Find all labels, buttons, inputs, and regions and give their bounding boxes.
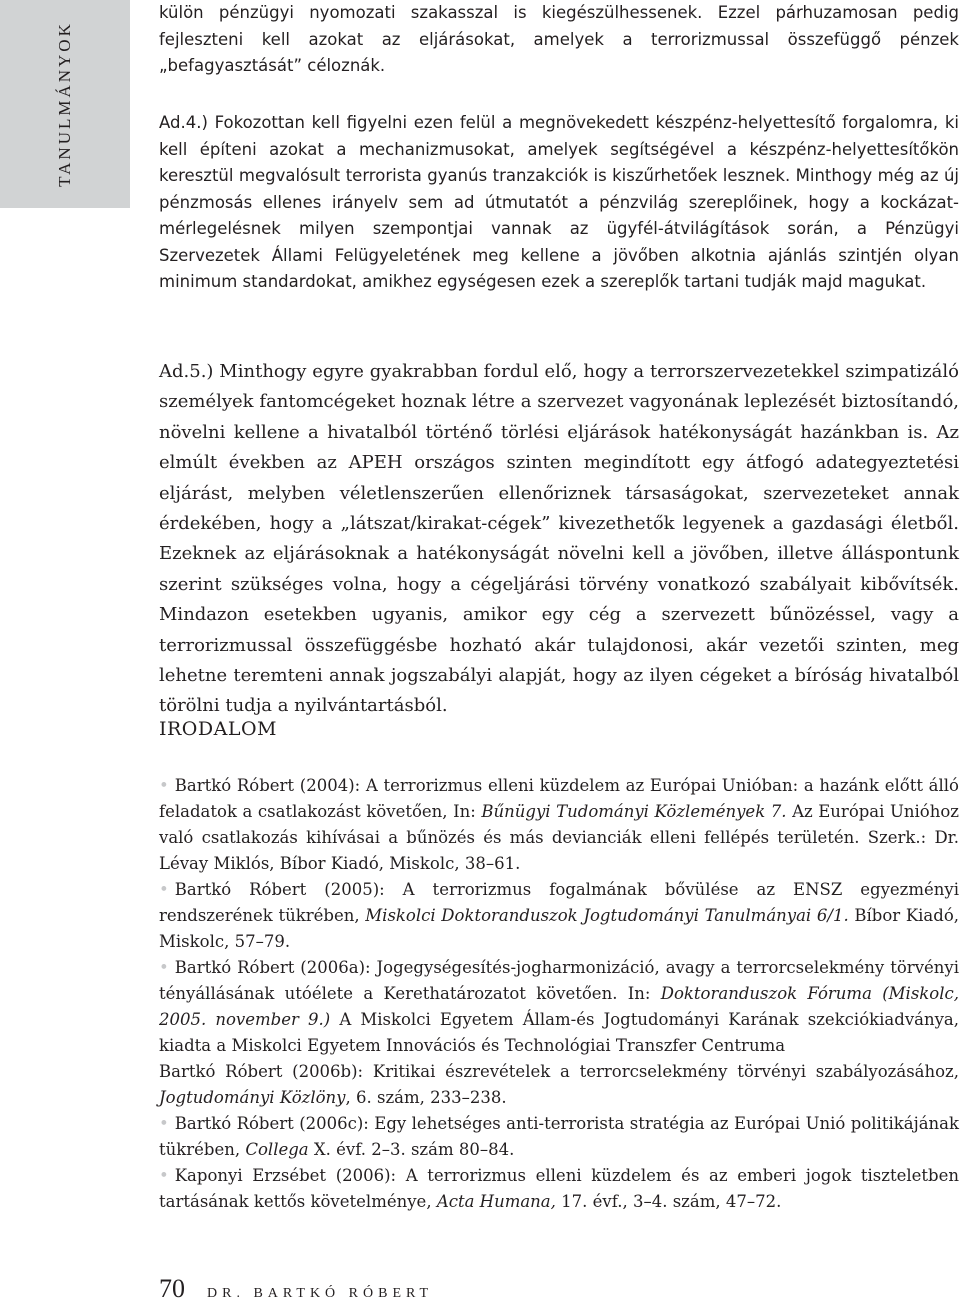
bullet-icon: • [159, 1114, 169, 1133]
reference-item [159, 1163, 959, 1215]
reference-title: Collega [245, 1140, 309, 1159]
reference-item [159, 773, 959, 877]
reference-details: A Miskolci Egyetem Állam-és Jogtudományi Karának szekciókiadványa, kiadta a Miskolci Egyetem Innovációs és Technológiai Transzfer Centruma [159, 1010, 960, 1055]
reference-title: Bűnügyi Tudományi Közlemények 7. [481, 802, 787, 821]
bullet-icon: • [159, 958, 169, 977]
reference-details: 17. évf., 3–4. szám, 47–72. [555, 1192, 782, 1211]
reference-text: Bartkó Róbert (2006a): Jogegységesítés-jogharmonizáció, avagy a terrorcselekmény törvényi tényállásának utóélete a Kerethatározatot követően. In: [159, 958, 959, 1003]
reference-title: Jogtudományi Közlöny [159, 1088, 346, 1107]
intro-paragraph [159, 0, 959, 80]
reference-item [159, 1059, 959, 1111]
reference-title: Doktoranduszok Fóruma (Miskolc, 2005. november 9.) [159, 984, 959, 1029]
references-list [159, 773, 959, 1215]
reference-text: Bartkó Róbert (2004): A terrorizmus elleni küzdelem az Európai Unióban: a hazánk előtt álló feladatok a csatlakozást követően, In: [159, 776, 959, 821]
bullet-icon: • [159, 1166, 169, 1185]
running-author: DR. BARTKÓ RÓBERT [207, 1286, 434, 1301]
reference-details: , 6. szám, 233–238. [345, 1088, 507, 1107]
reference-text: Kaponyi Erzsébet (2006): A terrorizmus elleni küzdelem és az emberi jogok tiszteletben tartásának kettős követelménye, [159, 1166, 959, 1211]
reference-item [159, 955, 959, 1059]
page-number: 70 [159, 1274, 185, 1303]
bullet-icon: • [159, 776, 169, 795]
section-tab [0, 0, 130, 208]
reference-details: X. évf. 2–3. szám 80–84. [308, 1140, 515, 1159]
reference-title: Acta Humana, [436, 1192, 556, 1211]
reference-text: Bartkó Róbert (2006c): Egy lehetséges anti-terrorista stratégia az Európai Unió politikájának tükrében, [159, 1114, 959, 1159]
section-label: TANULMÁNYOK [55, 21, 74, 187]
reference-details: Az Európai Unióhoz való csatlakozás kihívásai a bűnözés és más devianciák elleni fellépés területén. Szerk.: Dr. Lévay Miklós, Bíbor Kiadó, Miskolc, 38–61. [159, 802, 959, 873]
ad4-text: Ad.4.) Fokozottan kell figyelni ezen felül a megnövekedett készpénz-helyettesítő forgalomra, ki kell építeni azokat a mechanizmusokat, amelyek segítségével a készpénz-helyettesítőkön keresztül megvalósult terrorista gyanús tranzakciók is kiszűrhetőek lesznek. Minthogy még az új pénzmosás ellenes irányelv sem ad útmutatót a pénzvilág szereplőinek, hogy a kockázat-mérlegelésnek milyen szempontjai vannak az ügyfél-átvilágítások során, a Pénzügyi Szervezetek Állami Felügyeletének meg kellene a jövőben alkotnia ajánlás szintjén olyan minimum standardokat, amikhez egységesen ezek a szereplők tartani tudják majd magukat. [159, 113, 959, 291]
reference-text: Bartkó Róbert (2005): A terrorizmus fogalmának bővülése az ENSZ egyezményi rendszerének tükrében, [159, 880, 959, 925]
references-heading: IRODALOM [159, 718, 277, 740]
bullet-icon: • [159, 880, 169, 899]
page-footer [159, 1274, 433, 1304]
ad5-text: Ad.5.) Minthogy egyre gyakrabban fordul elő, hogy a terrorszervezetekkel szimpatizáló személyek fantomcégeket hoznak létre a szervezet vagyonának leplezését biztosítandó, növelni kellene a hivatalból történő törlési eljárások hatékonyságát hazánkban is. Az elmúlt években az APEH országos szinten megindított egy átfogó adategyeztetési eljárást, melyben véletlenszerűen ellenőriznek társaságokat, szervezeteket annak érdekében, hogy a „látszat/kirakat-cégek” kivezethetők legyenek a gazdasági életből. Ezeknek az eljárásoknak a hatékonyságát növelni kell a jövőben, illetve álláspontunk szerint szükséges volna, hogy a cégeljárási törvény vonatkozó szabályait kibővítsék. Mindazon esetekben ugyanis, amikor egy cég a szervezett bűnözéssel, vagy a terrorizmussal összefüggésbe hozható akár tulajdonosi, akár vezetői szinten, meg lehetne teremteni annak jogszabályi alapját, hogy az ilyen cégeket a bíróság hivatalból törölni tudja a nyilvántartásból. [159, 361, 959, 717]
intro-text: külön pénzügyi nyomozati szakasszal is kiegészülhessenek. Ezzel párhuzamosan pedig fejleszteni kell azokat az eljárásokat, amelyek a terrorizmussal összefüggő pénzek „befagyasztását” céloznák. [159, 3, 959, 75]
ad4-paragraph [159, 110, 959, 296]
reference-item [159, 1111, 959, 1163]
reference-item [159, 877, 959, 955]
ad5-paragraph [159, 357, 959, 722]
reference-title: Miskolci Doktoranduszok Jogtudományi Tanulmányai 6/1. [365, 906, 849, 925]
reference-details: Bíbor Kiadó, Miskolc, 57–79. [159, 906, 959, 951]
reference-text: Bartkó Róbert (2006b): Kritikai észrevételek a terrorcselekmény törvényi szabályozásához, [159, 1062, 959, 1081]
